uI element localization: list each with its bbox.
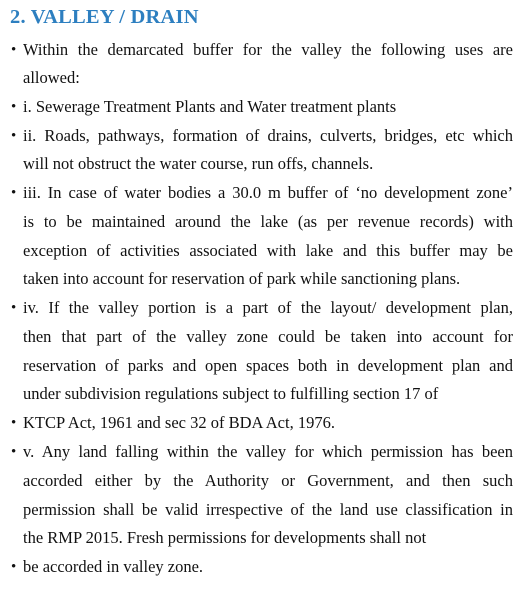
list-item-line: KTCP Act, 1961 and sec 32 of BDA Act, 1976. xyxy=(23,413,335,432)
list-item-line: iv. If the valley portion is a part of the layout/ development plan, xyxy=(23,298,513,317)
list-item-line: under subdivision regulations subject to fulfilling section 17 of xyxy=(23,384,439,403)
page-title: 2. VALLEY / DRAIN xyxy=(10,6,199,28)
list-item-line: ii. Roads, pathways, formation of drains, culverts, bridges, etc which xyxy=(23,126,513,145)
list-item-line: will not obstruct the water course, run offs, channels. xyxy=(23,154,374,173)
bullet-marker: • xyxy=(11,128,17,144)
list-item-line: reservation of parks and open spaces both in development plan and xyxy=(23,356,513,375)
bullet-marker: • xyxy=(11,444,17,460)
list-item-line: then that part of the valley zone could be taken into account for xyxy=(23,327,513,346)
bullet-marker: • xyxy=(11,185,17,201)
list-item-line: be accorded in valley zone. xyxy=(23,557,204,576)
list-item-line: i. Sewerage Treatment Plants and Water treatment plants xyxy=(23,97,397,116)
bullet-marker: • xyxy=(11,559,17,575)
list-item-line: v. Any land falling within the valley for which permission has been xyxy=(23,442,513,461)
list-item-line: exception of activities associated with lake and this buffer may be xyxy=(23,241,513,260)
bullet-marker: • xyxy=(11,42,17,58)
list-item-line: is to be maintained around the lake (as per revenue records) with xyxy=(23,212,513,231)
list-item-line: permission shall be valid irrespective of the land use classification in xyxy=(23,500,513,519)
list-item-line: iii. In case of water bodies a 30.0 m buffer of ‘no development zone’ xyxy=(23,183,513,202)
list-item-line: the RMP 2015. Fresh permissions for developments shall not xyxy=(23,528,427,547)
list-item-line: Within the demarcated buffer for the valley the following uses are xyxy=(23,40,513,59)
list-item-line: accorded either by the Authority or Government, and then such xyxy=(23,471,513,490)
bullet-marker: • xyxy=(11,99,17,115)
bullet-marker: • xyxy=(11,415,17,431)
bullet-marker: • xyxy=(11,300,17,316)
list-item-line: taken into account for reservation of park while sanctioning plans. xyxy=(23,269,461,288)
list-item-line: allowed: xyxy=(23,68,80,87)
